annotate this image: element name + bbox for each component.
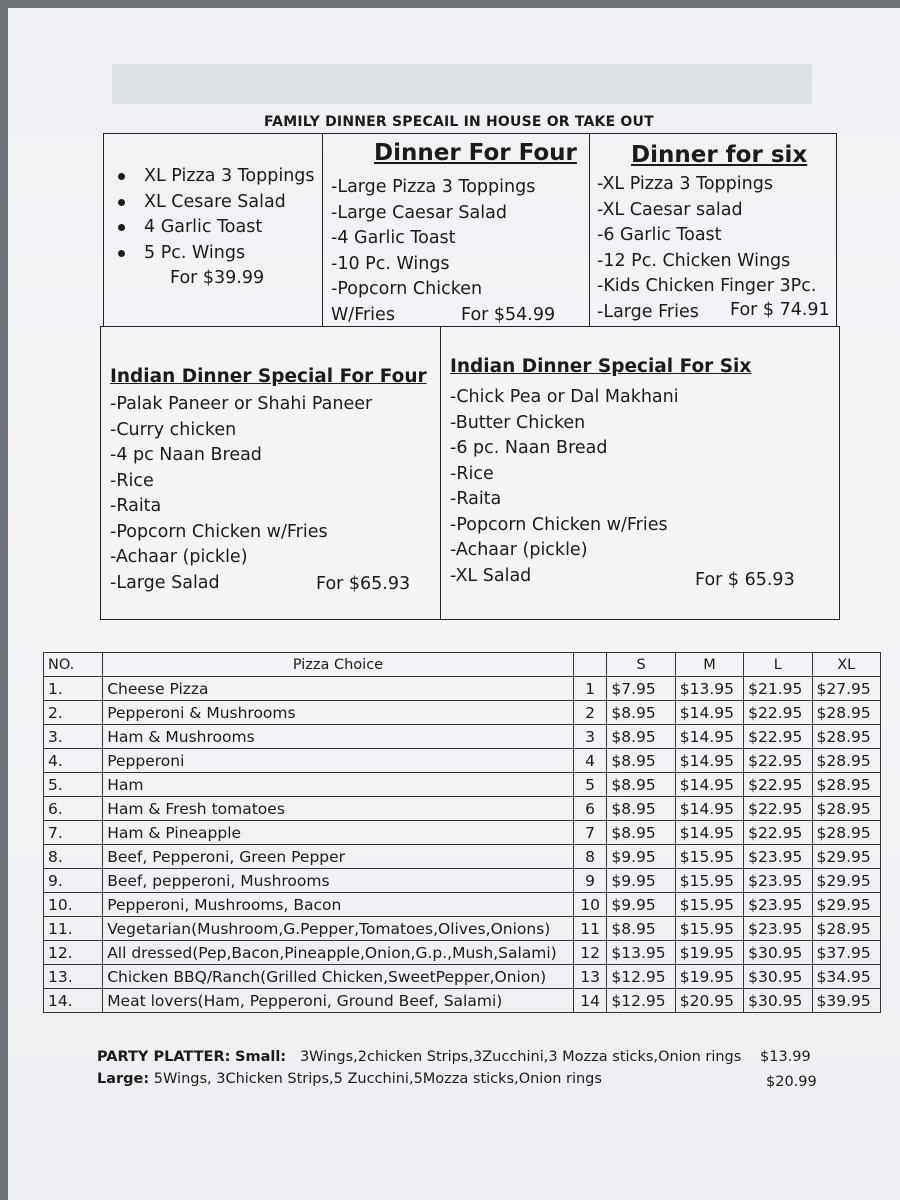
row-number: 6. [44, 797, 103, 821]
price-l: $23.95 [744, 893, 812, 917]
row-index: 6 [573, 797, 607, 821]
price-m: $15.95 [675, 893, 743, 917]
price-m: $15.95 [675, 869, 743, 893]
small-label: Small: [235, 1049, 287, 1065]
list-item: -Large Fries [597, 301, 699, 322]
price-m: $20.95 [675, 989, 743, 1013]
row-number: 14. [44, 989, 103, 1013]
table-row [44, 845, 881, 869]
list-item: -XL Pizza 3 Toppings [597, 174, 773, 194]
pizza-name: Beef, Pepperoni, Green Pepper [103, 845, 574, 869]
family-basic-list [106, 164, 315, 266]
price-l: $30.95 [744, 965, 812, 989]
price-s: $8.95 [607, 821, 675, 845]
list-item: -Rice [450, 463, 494, 484]
row-number: 2. [44, 701, 103, 725]
row-number: 13. [44, 965, 103, 989]
table-row [44, 701, 881, 725]
row-index: 3 [573, 725, 607, 749]
price-xl: $37.95 [812, 941, 880, 965]
row-number: 7. [44, 821, 103, 845]
price-xl: $28.95 [812, 797, 880, 821]
list-item: -6 pc. Naan Bread [450, 438, 608, 458]
price-m: $15.95 [675, 917, 743, 941]
row-number: 5. [44, 773, 103, 797]
row-index: 10 [573, 893, 607, 917]
pizza-name: Ham & Pineapple [103, 821, 574, 845]
price-m: $13.95 [675, 677, 743, 701]
list-item: -Popcorn Chicken [331, 279, 483, 299]
pizza-name: Pepperoni [103, 749, 574, 773]
col-header-s: S [607, 653, 675, 677]
row-index: 1 [573, 677, 607, 701]
price-s: $7.95 [607, 677, 675, 701]
price-m: $19.95 [675, 965, 743, 989]
party-platter-label: PARTY PLATTER: [97, 1049, 231, 1065]
price-l: $22.95 [744, 725, 812, 749]
price-xl: $27.95 [812, 677, 880, 701]
price-xl: $28.95 [812, 701, 880, 725]
list-item: -Achaar (pickle) [110, 547, 248, 567]
table-row [44, 797, 881, 821]
pizza-name: Beef, pepperoni, Mushrooms [103, 869, 574, 893]
list-item: -Popcorn Chicken w/Fries [450, 514, 668, 535]
price-s: $8.95 [607, 749, 675, 773]
row-index: 2 [573, 701, 607, 725]
row-number: 3. [44, 725, 103, 749]
party-platter-large [97, 1068, 602, 1090]
col-header-index [573, 653, 607, 677]
small-desc: 3Wings,2chicken Strips,3Zucchini,3 Mozza sticks,Onion rings [299, 1049, 742, 1065]
list-item: XL Pizza 3 Toppings [106, 164, 315, 190]
price-l: $30.95 [744, 941, 812, 965]
price-xl: $28.95 [812, 773, 880, 797]
list-item: W/Fries [331, 304, 395, 325]
price-s: $9.95 [607, 845, 675, 869]
col-header-xl: XL [812, 653, 880, 677]
row-index: 8 [573, 845, 607, 869]
pizza-name: Ham & Fresh tomatoes [103, 797, 574, 821]
table-header-row [44, 653, 881, 677]
row-index: 9 [573, 869, 607, 893]
price-s: $8.95 [607, 797, 675, 821]
row-index: 5 [573, 773, 607, 797]
price-xl: $28.95 [812, 821, 880, 845]
list-item: -Curry chicken [110, 419, 237, 440]
price-l: $22.95 [744, 701, 812, 725]
dinner-six-title: Dinner for six [631, 142, 808, 168]
table-row [44, 677, 881, 701]
list-item: -Large Caesar Salad [331, 202, 507, 223]
price-m: $14.95 [675, 821, 743, 845]
col-header-m: M [675, 653, 743, 677]
price-s: $9.95 [607, 869, 675, 893]
col-header-no: NO. [44, 653, 103, 677]
list-item: -6 Garlic Toast [597, 225, 722, 245]
pizza-name: Cheese Pizza [103, 677, 574, 701]
pizza-name: Vegetarian(Mushroom,G.Pepper,Tomatoes,Olives,Onions) [103, 917, 574, 941]
price-l: $30.95 [744, 989, 812, 1013]
row-number: 9. [44, 869, 103, 893]
row-number: 10. [44, 893, 103, 917]
indian-six-price: For $ 65.93 [695, 570, 795, 590]
price-m: $14.95 [675, 701, 743, 725]
small-price: $13.99 [760, 1049, 811, 1065]
list-item: -XL Caesar salad [597, 199, 743, 220]
row-index: 14 [573, 989, 607, 1013]
pizza-price-table [43, 652, 881, 1013]
price-s: $12.95 [607, 965, 675, 989]
price-s: $8.95 [607, 773, 675, 797]
price-l: $23.95 [744, 845, 812, 869]
price-s: $9.95 [607, 893, 675, 917]
dinner-six-price: For $ 74.91 [730, 300, 830, 320]
price-xl: $28.95 [812, 725, 880, 749]
table-row [44, 773, 881, 797]
table-row [44, 821, 881, 845]
price-s: $8.95 [607, 725, 675, 749]
row-number: 8. [44, 845, 103, 869]
price-s: $13.95 [607, 941, 675, 965]
price-m: $15.95 [675, 845, 743, 869]
indian-four-list [110, 392, 372, 596]
table-row [44, 869, 881, 893]
list-item: -4 Garlic Toast [331, 228, 456, 248]
price-s: $8.95 [607, 701, 675, 725]
list-item: -Popcorn Chicken w/Fries [110, 521, 328, 542]
price-l: $23.95 [744, 917, 812, 941]
col-header-pizza-choice: Pizza Choice [103, 653, 574, 677]
pizza-name: All dressed(Pep,Bacon,Pineapple,Onion,G.p.,Mush,Salami) [103, 941, 574, 965]
row-number: 11. [44, 917, 103, 941]
table-row [44, 893, 881, 917]
col-header-l: L [744, 653, 812, 677]
list-item: -Large Pizza 3 Toppings [331, 177, 536, 197]
list-item: -Achaar (pickle) [450, 540, 588, 560]
price-l: $22.95 [744, 797, 812, 821]
pizza-name: Ham [103, 773, 574, 797]
pizza-name: Meat lovers(Ham, Pepperoni, Ground Beef, Salami) [103, 989, 574, 1013]
pizza-name: Chicken BBQ/Ranch(Grilled Chicken,SweetPepper,Onion) [103, 965, 574, 989]
list-item: XL Cesare Salad [106, 190, 315, 216]
row-index: 13 [573, 965, 607, 989]
price-xl: $39.95 [812, 989, 880, 1013]
row-index: 12 [573, 941, 607, 965]
price-xl: $28.95 [812, 749, 880, 773]
list-item: -Butter Chicken [450, 412, 586, 433]
price-xl: $34.95 [812, 965, 880, 989]
list-item: -4 pc Naan Bread [110, 445, 262, 465]
list-item: -Large Salad [110, 572, 220, 593]
list-item: -Rice [110, 470, 154, 491]
pizza-name: Pepperoni & Mushrooms [103, 701, 574, 725]
large-label: Large: [97, 1071, 150, 1087]
indian-four-price: For $65.93 [316, 574, 411, 594]
list-item: 4 Garlic Toast [106, 215, 315, 241]
price-l: $22.95 [744, 749, 812, 773]
row-number: 12. [44, 941, 103, 965]
pizza-name: Pepperoni, Mushrooms, Bacon [103, 893, 574, 917]
faded-banner [112, 64, 812, 104]
price-l: $22.95 [744, 773, 812, 797]
price-m: $14.95 [675, 773, 743, 797]
family-basic-price: For $39.99 [170, 268, 265, 288]
table-row [44, 989, 881, 1013]
large-desc: 5Wings, 3Chicken Strips,5 Zucchini,5Mozza sticks,Onion rings [153, 1071, 602, 1087]
price-xl: $29.95 [812, 893, 880, 917]
price-xl: $29.95 [812, 869, 880, 893]
row-index: 4 [573, 749, 607, 773]
table-row [44, 749, 881, 773]
dinner-four-price: For $54.99 [461, 305, 556, 325]
pizza-table-body [44, 677, 881, 1013]
price-m: $14.95 [675, 725, 743, 749]
indian-four-title: Indian Dinner Special For Four [110, 366, 427, 387]
price-s: $12.95 [607, 989, 675, 1013]
indian-six-list [450, 385, 679, 589]
table-row [44, 965, 881, 989]
price-m: $19.95 [675, 941, 743, 965]
indian-six-title: Indian Dinner Special For Six [450, 356, 752, 377]
price-l: $22.95 [744, 821, 812, 845]
list-item: 5 Pc. Wings [106, 241, 315, 267]
list-item: -Raita [450, 489, 502, 509]
row-number: 1. [44, 677, 103, 701]
large-price: $20.99 [766, 1074, 817, 1090]
page-heading: FAMILY DINNER SPECAIL IN HOUSE OR TAKE OUT [264, 114, 654, 130]
price-s: $8.95 [607, 917, 675, 941]
party-platter-small [97, 1046, 741, 1068]
row-number: 4. [44, 749, 103, 773]
list-item: -Palak Paneer or Shahi Paneer [110, 394, 373, 414]
price-m: $14.95 [675, 797, 743, 821]
dinner-four-title: Dinner For Four [374, 140, 577, 166]
row-index: 11 [573, 917, 607, 941]
list-item: -Kids Chicken Finger 3Pc. [597, 276, 817, 296]
list-item: -10 Pc. Wings [331, 253, 450, 274]
table-row [44, 941, 881, 965]
table-row [44, 725, 881, 749]
price-l: $23.95 [744, 869, 812, 893]
row-index: 7 [573, 821, 607, 845]
price-l: $21.95 [744, 677, 812, 701]
pizza-name: Ham & Mushrooms [103, 725, 574, 749]
price-xl: $29.95 [812, 845, 880, 869]
list-item: -Raita [110, 496, 162, 516]
price-xl: $28.95 [812, 917, 880, 941]
price-m: $14.95 [675, 749, 743, 773]
list-item: -12 Pc. Chicken Wings [597, 250, 791, 271]
list-item: -Chick Pea or Dal Makhani [450, 387, 679, 407]
table-row [44, 917, 881, 941]
list-item: -XL Salad [450, 565, 532, 586]
